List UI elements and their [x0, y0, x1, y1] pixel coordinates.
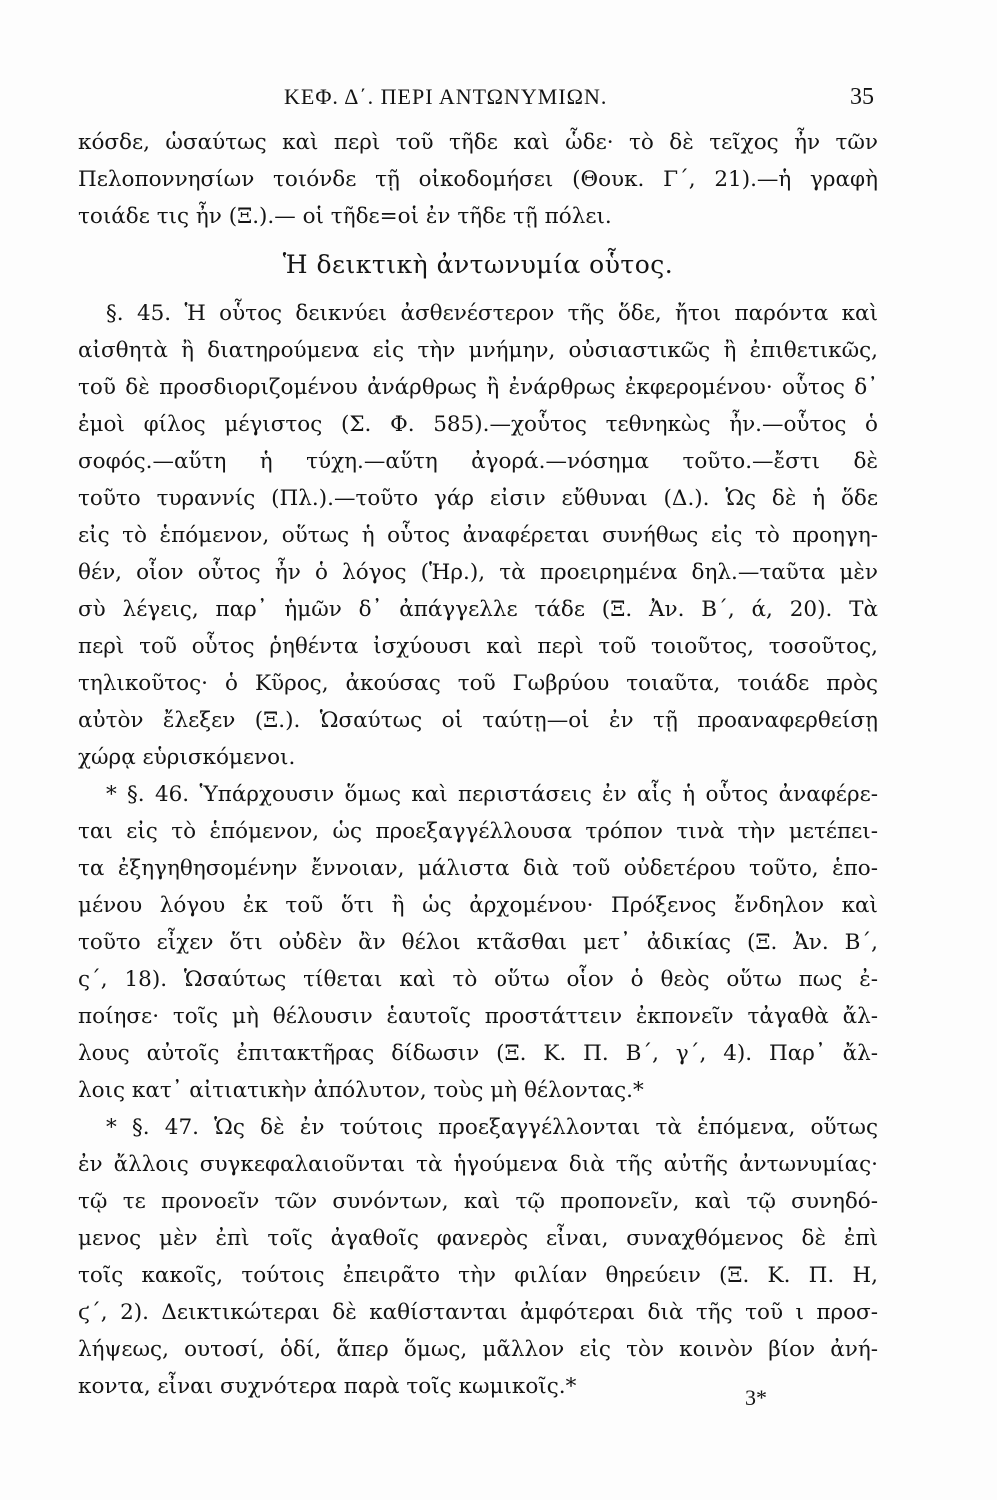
text-line: Πελοποννησίων τοιόνδε τῇ οἰκοδομήσει (Θουκ. Γ΄, 21).—ἡ γραφὴ — [78, 167, 878, 192]
text-line: τηλικοῦτος· ὁ Κῦρος, ἀκούσας τοῦ Γωβρύου τοιαῦτα, τοιάδε πρὸς — [78, 671, 878, 696]
text-line: ποίησε· τοῖς μὴ θέλουσιν ἑαυτοῖς προστάττειν ἐκπονεῖν τἀγαθὰ ἄλ- — [78, 1004, 878, 1029]
text-line: εἰς τὸ ἑπόμενον, οὕτως ἡ οὗτος ἀναφέρεται συνήθως εἰς τὸ προηγη- — [78, 523, 878, 548]
text-line: μενος μὲν ἐπὶ τοῖς ἀγαθοῖς φανερὸς εἶναι, συναχθόμενος δὲ ἐπὶ — [78, 1226, 878, 1251]
text-line: τοῦτο εἶχεν ὅτι οὐδὲν ἂν θέλοι κτᾶσθαι μετ᾽ ἀδικίας (Ξ. Ἀν. Β΄, — [78, 930, 878, 955]
text-line: τῷ τε προνοεῖν τῶν συνόντων, καὶ τῷ προπονεῖν, καὶ τῷ συνηδό- — [78, 1189, 878, 1214]
text-line: τοῦ δὲ προσδιοριζομένου ἀνάρθρως ἢ ἐνάρθρως ἐκφερομένου· οὗτος δ᾽ — [78, 375, 878, 400]
text-line: σὺ λέγεις, παρ᾽ ἡμῶν δ᾽ ἀπάγγελλε τάδε (Ξ. Ἀν. Β΄, ά, 20). Τὰ — [78, 597, 878, 622]
text-line: τα ἐξηγηθησομένην ἔννοιαν, μάλιστα διὰ τοῦ οὐδετέρου τοῦτο, ἑπο- — [78, 856, 878, 881]
text-line: τοιάδε τις ἦν (Ξ.).— οἱ τῆδε=οἱ ἐν τῆδε τῇ πόλει. — [78, 204, 612, 229]
running-head: ΚΕΦ. Δ΄. ΠΕΡΙ ΑΝΤΩΝΥΜΙΩΝ. — [284, 84, 608, 109]
text-line: χώρᾳ εὑρισκόμενοι. — [78, 745, 296, 770]
text-line: αὐτὸν ἔλεξεν (Ξ.). Ὡσαύτως οἱ ταύτῃ—οἱ ἐν τῇ προαναφερθείσῃ — [78, 708, 878, 733]
text-line: λους αὐτοῖς ἐπιτακτῆρας δίδωσιν (Ξ. Κ. Π. Β΄, γ΄, 4). Παρ᾽ ἄλ- — [78, 1041, 878, 1066]
page-header — [284, 84, 874, 120]
text-line: κοντα, εἶναι συχνότερα παρὰ τοῖς κωμικοῖς.* — [78, 1374, 577, 1399]
text-line: ται εἰς τὸ ἑπόμενον, ὡς προεξαγγέλλουσα τρόπον τινὰ τὴν μετέπει- — [78, 819, 878, 844]
text-line: τοῖς κακοῖς, τούτοις ἐπειρᾶτο τὴν φιλίαν θηρεύειν (Ξ. Κ. Π. Η, — [78, 1263, 878, 1288]
text-line: ἐν ἄλλοις συγκεφαλαιοῦνται τὰ ἡγούμενα διὰ τῆς αὐτῆς ἀντωνυμίας· — [78, 1152, 878, 1177]
text-line: σοφός.—αὕτη ἡ τύχη.—αὕτη ἀγορά.—νόσημα τοῦτο.—ἔστι δὲ — [78, 449, 878, 474]
body-text — [78, 124, 878, 1405]
text-line: θέν, οἷον οὗτος ἦν ὁ λόγος (Ἡρ.), τὰ προειρημένα δηλ.—ταῦτα μὲν — [78, 560, 878, 585]
text-line: λήψεως, ουτοσί, ὁδί, ἅπερ ὅμως, μᾶλλον εἰς τὸν κοινὸν βίον ἀνή- — [78, 1337, 878, 1362]
text-line: * §. 46. Ὑπάρχουσιν ὅμως καὶ περιστάσεις ἐν αἷς ἡ οὗτος ἀναφέρε- — [106, 782, 878, 807]
signature-mark: 3* — [745, 1385, 767, 1410]
section-heading: Ἡ δεικτικὴ ἀντωνυμία οὗτος. — [282, 250, 674, 279]
page-number: 35 — [850, 84, 874, 110]
text-line: περὶ τοῦ οὗτος ῥηθέντα ἰσχύουσι καὶ περὶ τοῦ τοιοῦτος, τοσοῦτος, — [78, 634, 878, 659]
text-line: λοις κατ᾽ αἰτιατικὴν ἀπόλυτον, τοὺς μὴ θέλοντας.* — [78, 1078, 644, 1103]
text-line: κόσδε, ὡσαύτως καὶ περὶ τοῦ τῆδε καὶ ὧδε· τὸ δὲ τεῖχος ἦν τῶν — [78, 130, 878, 155]
text-line: * §. 47. Ὡς δὲ ἐν τούτοις προεξαγγέλλονται τὰ ἑπόμενα, οὕτως — [106, 1115, 878, 1140]
text-line: τοῦτο τυραννίς (Πλ.).—τοῦτο γάρ εἰσιν εὔθυναι (Δ.). Ὡς δὲ ἡ ὅδε — [78, 486, 878, 511]
text-line: ς΄, 18). Ὡσαύτως τίθεται καὶ τὸ οὕτω οἷον ὁ θεὸς οὕτω πως ἐ- — [78, 967, 878, 992]
text-line: μένου λόγου ἐκ τοῦ ὅτι ἢ ὡς ἀρχομένου· Πρόξενος ἔνδηλον καὶ — [78, 893, 878, 918]
text-line: ϛ΄, 2). Δεικτικώτεραι δὲ καθίστανται ἀμφότεραι διὰ τῆς τοῦ ι προσ- — [78, 1300, 878, 1325]
text-line: αἰσθητὰ ἢ διατηρούμενα εἰς τὴν μνήμην, οὐσιαστικῶς ἢ ἐπιθετικῶς, — [78, 338, 878, 363]
text-line: ἐμοὶ φίλος μέγιστος (Σ. Φ. 585).—χοὗτος τεθνηκὼς ἦν.—οὗτος ὁ — [78, 412, 878, 437]
text-line: §. 45. Ἡ οὗτος δεικνύει ἀσθενέστερον τῆς ὅδε, ἤτοι παρόντα καὶ — [106, 301, 878, 326]
